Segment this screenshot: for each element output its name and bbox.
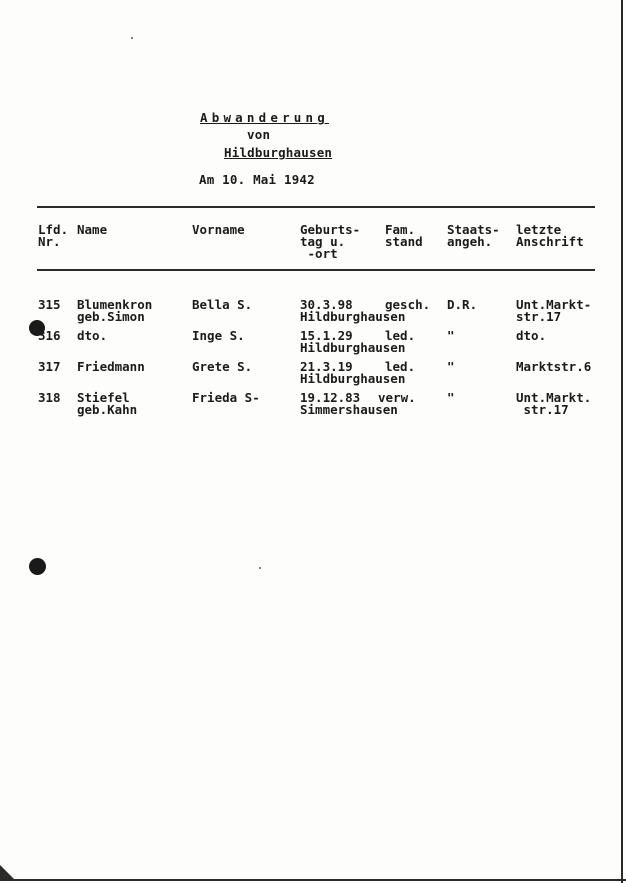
row-geburt: 30.3.98 Hildburghausen [300,297,406,324]
header-anschrift: letzte Anschrift [516,222,584,249]
punch-hole-lower [29,558,46,575]
header-famstand: Fam. stand [385,222,423,249]
row-anschrift: dto. [516,328,547,343]
paper-speck [131,37,133,39]
row-staatsangeh: D.R. [447,297,478,312]
scan-edge-right [621,0,623,883]
row-staatsangeh: " [447,390,455,405]
document-title: Abwanderung [200,110,329,125]
row-name: dto. [77,328,108,343]
row-nr: 315 [38,297,61,312]
row-nr: 318 [38,390,61,405]
row-anschrift: Marktstr.6 [516,359,592,374]
row-name: Stiefel geb.Kahn [77,390,138,417]
row-vorname: Inge S. [192,328,245,343]
row-vorname: Frieda S- [192,390,260,405]
document-place: Hildburghausen [224,145,333,160]
row-nr: 316 [38,328,61,343]
row-name: Blumenkron geb.Simon [77,297,153,324]
document-date: Am 10. Mai 1942 [199,172,315,187]
header-name: Name [77,222,108,237]
row-vorname: Bella S. [192,297,253,312]
table-rule-bottom [37,269,595,271]
row-staatsangeh: " [447,328,455,343]
row-staatsangeh: " [447,359,455,374]
table-rule-top [37,206,595,208]
row-geburt: 15.1.29 Hildburghausen [300,328,406,355]
document-subtitle: von [247,127,271,142]
row-nr: 317 [38,359,61,374]
header-lfd-nr: Lfd. Nr. [38,222,69,249]
row-name: Friedmann [77,359,145,374]
row-famstand: led. [385,359,416,374]
paper-speck [259,567,261,569]
row-anschrift: Unt.Markt- str.17 [516,297,592,324]
row-famstand: led. [385,328,416,343]
scan-corner-mark [0,865,16,881]
header-staatsangeh: Staats- angeh. [447,222,500,249]
row-anschrift: Unt.Markt. str.17 [516,390,592,417]
row-famstand: verw. [378,390,416,405]
row-famstand: gesch. [385,297,431,312]
row-geburt: 19.12.83 Simmershausen [300,390,398,417]
scan-edge-bottom [0,879,626,881]
row-geburt: 21.3.19 Hildburghausen [300,359,406,386]
header-vorname: Vorname [192,222,245,237]
row-vorname: Grete S. [192,359,253,374]
header-geburtstag: Geburts- tag u. -ort [300,222,361,261]
